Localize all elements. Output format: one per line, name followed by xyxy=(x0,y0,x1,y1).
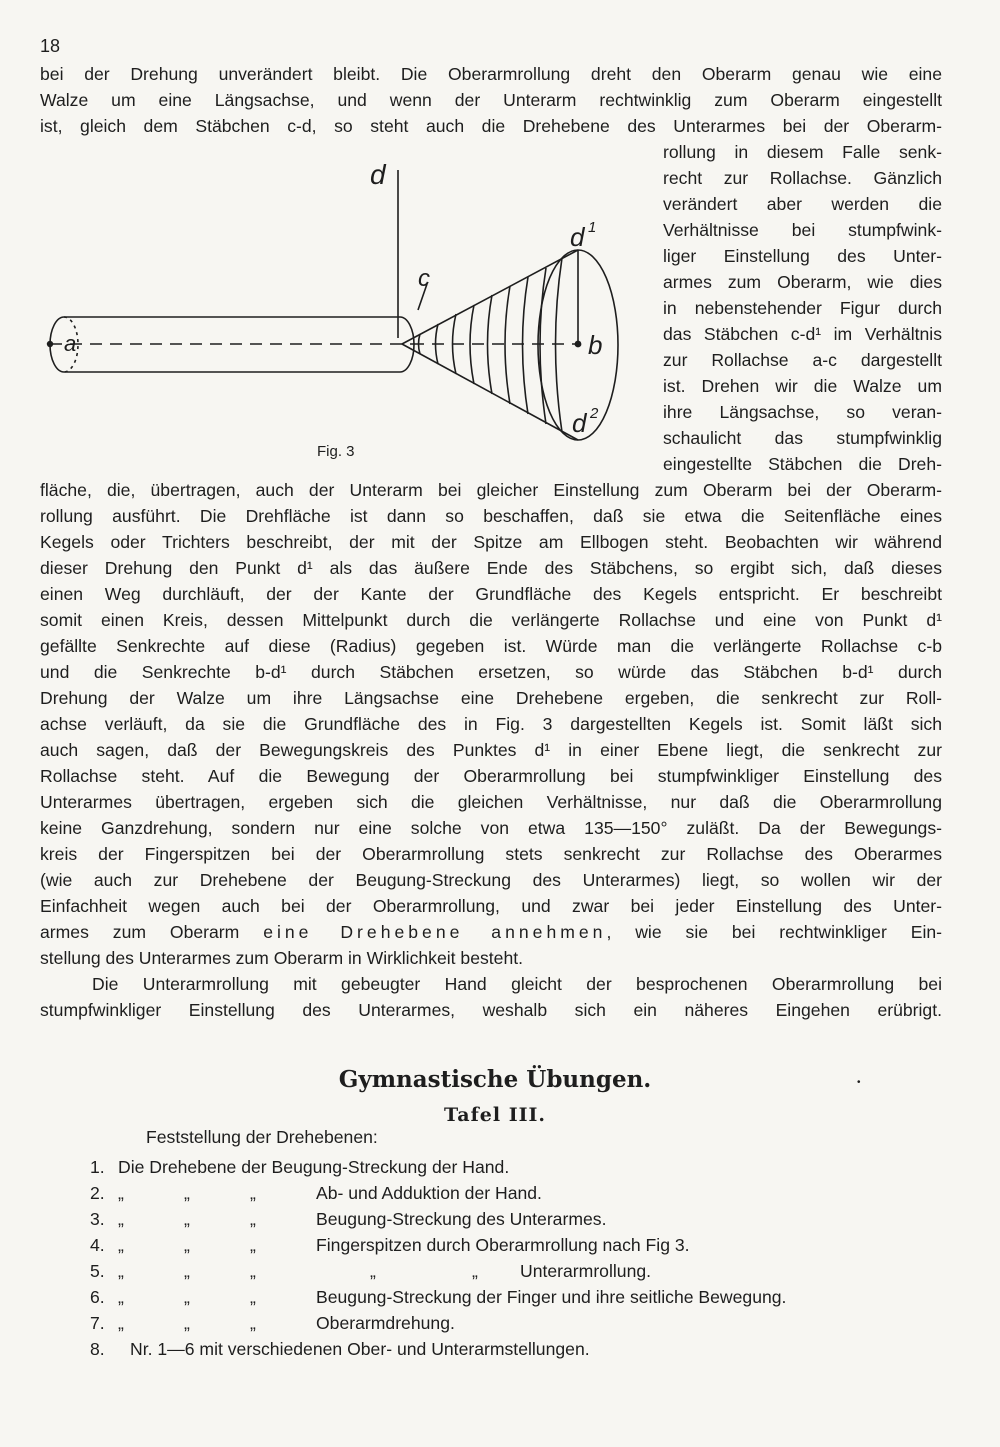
label-a: a xyxy=(64,331,77,356)
text-line: Verhältnisse bei stumpfwink- xyxy=(663,220,942,240)
text-line: Unterarmes übertragen, ergeben sich die gleichen Verhältnisse, nur daß die Oberarmrollung xyxy=(40,792,942,812)
ditto-mark: „ xyxy=(184,1287,190,1307)
text-line: Kegels oder Trichters beschreibt, der mit der Spitze am Ellbogen steht. Beobachten wir während xyxy=(40,532,942,552)
list-number: 2. xyxy=(90,1183,105,1203)
list-number: 3. xyxy=(90,1209,105,1229)
label-d1-sup: 1 xyxy=(588,219,597,236)
text-line: zur Rollachse a-c dargestellt xyxy=(663,350,942,370)
ditto-mark: „ xyxy=(118,1235,124,1255)
text-line: armes zum Oberarm eine Drehebene annehmen, wie sie bei rechtwinkliger Ein- xyxy=(40,922,942,942)
list-item xyxy=(90,1155,509,1179)
text-line: stumpfwinkliger Einstellung des Unterarmes, weshalb sich ein näheres Eingehen erübrigt. xyxy=(40,1000,942,1020)
text-line: keine Ganzdrehung, sondern nur eine solche von etwa 135—150° zuläßt. Da der Bewegungs- xyxy=(40,818,942,838)
list-number: 5. xyxy=(90,1261,105,1281)
text-line: achse verläuft, da sie die Grundfläche des in Fig. 3 dargestellten Kegels ist. Somit läßt sich xyxy=(40,714,942,734)
speck: • xyxy=(857,1077,861,1088)
list-item xyxy=(90,1207,606,1231)
axis-point-a xyxy=(47,341,53,347)
list-text: Fingerspitzen durch Oberarmrollung nach Fig 3. xyxy=(316,1235,690,1255)
text-line: in nebenstehender Figur durch xyxy=(663,298,942,318)
list-number: 6. xyxy=(90,1287,105,1307)
ditto-mark: „ xyxy=(250,1235,256,1255)
text-line: kreis der Fingerspitzen bei der Oberarmrollung stets senkrecht zur Rollachse des Oberarmes xyxy=(40,844,942,864)
text-line: schaulicht das stumpfwinklig xyxy=(663,428,942,448)
text-line: eingestellte Stäbchen die Dreh- xyxy=(663,454,942,474)
list-text: Oberarmdrehung. xyxy=(316,1313,455,1333)
list-item xyxy=(90,1285,786,1309)
figure-caption: Fig. 3 xyxy=(317,443,355,460)
ditto-mark: „ xyxy=(184,1209,190,1229)
list-item xyxy=(90,1233,690,1257)
text-line: bei der Drehung unverändert bleibt. Die Oberarmrollung dreht den Oberarm genau wie eine xyxy=(40,64,942,84)
text-line: somit einen Kreis, dessen Mittelpunkt durch die verlängerte Rollachse und eine von Punkt d¹ xyxy=(40,610,942,630)
text-line: rollung in diesem Falle senk- xyxy=(663,142,942,162)
label-d2: d xyxy=(572,408,587,438)
list-text: Ab- und Adduktion der Hand. xyxy=(316,1183,542,1203)
center-point-b xyxy=(575,341,582,348)
list-text: Die Drehebene der Beugung-Streckung der Hand. xyxy=(118,1157,510,1177)
list-text: Unterarmrollung. xyxy=(520,1261,652,1281)
list-intro: Feststellung der Drehebenen: xyxy=(146,1127,378,1147)
ditto-mark: „ xyxy=(250,1183,256,1203)
label-c: c xyxy=(418,265,430,292)
ditto-mark: „ xyxy=(118,1183,124,1203)
text-line: (wie auch zur Drehebene der Beugung-Streckung des Unterarmes) liegt, so wollen wir der xyxy=(40,870,942,890)
page-number: 18 xyxy=(40,36,61,56)
ditto-mark: „ xyxy=(370,1261,376,1281)
text-line: ist. Drehen wir die Walze um xyxy=(663,376,942,396)
ditto-mark: „ xyxy=(250,1313,256,1333)
text-line: liger Einstellung des Unter- xyxy=(663,246,942,266)
text-line: Rollachse steht. Auf die Bewegung der Oberarmrollung bei stumpfwinkliger Einstellung des xyxy=(40,766,942,786)
ditto-mark: „ xyxy=(118,1261,124,1281)
list-item xyxy=(90,1181,542,1205)
text-line: Drehung der Walze um ihre Längsachse eine Drehebene ergeben, die senkrecht zur Roll- xyxy=(40,688,942,708)
text-line: und die Senkrechte b-d¹ durch Stäbchen ersetzen, so würde das Stäbchen b-d¹ durch xyxy=(40,662,942,682)
text-line: stellung des Unterarmes zum Oberarm in Wirklichkeit besteht. xyxy=(40,948,524,968)
list-number: 8. xyxy=(90,1339,105,1359)
label-d2-sup: 2 xyxy=(590,405,599,422)
ditto-mark: „ xyxy=(184,1261,190,1281)
text-line: verändert aber werden die xyxy=(663,194,942,214)
list-text: Beugung-Streckung des Unterarmes. xyxy=(316,1209,607,1229)
list-number: 7. xyxy=(90,1313,105,1333)
text-line: dieser Drehung den Punkt d¹ als das äußere Ende des Stäbchens, so ergibt sich, daß dieses xyxy=(40,558,942,578)
text-line: rollung ausführt. Die Drehfläche ist dann so beschaffen, daß sie etwa die Seitenfläche eines xyxy=(40,506,942,526)
label-d: d xyxy=(370,159,386,190)
text-line: armes zum Oberarm, wie dies xyxy=(663,272,942,292)
text-line: gefällte Senkrechte auf diese (Radius) gegeben ist. Würde man die verlängerte Rollachse c-b xyxy=(40,636,942,656)
list-item xyxy=(90,1259,651,1283)
list-text: Beugung-Streckung der Finger und ihre seitliche Bewegung. xyxy=(316,1287,787,1307)
figure-3-diagram xyxy=(40,158,650,480)
text-line: Walze um eine Längsachse, und wenn der Unterarm rechtwinklig zum Oberarm eingestellt xyxy=(40,90,942,110)
ditto-mark: „ xyxy=(184,1313,190,1333)
ditto-mark: „ xyxy=(184,1183,190,1203)
text-line: das Stäbchen c-d¹ im Verhältnis xyxy=(663,324,942,344)
label-d1: d xyxy=(570,222,585,252)
ditto-mark: „ xyxy=(250,1261,256,1281)
text-line: Einfachheit wegen auch bei der Oberarmrollung, und zwar bei jeder Einstellung des Unter- xyxy=(40,896,942,916)
section-title: Gymnastische Übungen. xyxy=(338,1066,652,1093)
ditto-mark: „ xyxy=(118,1209,124,1229)
ditto-mark: „ xyxy=(250,1209,256,1229)
ditto-mark: „ xyxy=(118,1287,124,1307)
spaced-emphasis: eine Drehebene annehmen xyxy=(263,922,607,942)
list-text: Nr. 1—6 mit verschiedenen Ober- und Unterarmstellungen. xyxy=(130,1339,590,1359)
text-line: recht zur Rollachse. Gänzlich xyxy=(663,168,942,188)
list-item xyxy=(90,1311,455,1335)
text-line: einen Weg durchläuft, der der Kante der Grundfläche des Kegels entspricht. Er beschreibt xyxy=(40,584,942,604)
text-line: ist, gleich dem Stäbchen c-d, so steht auch die Drehebene des Unterarmes bei der Oberarm- xyxy=(40,116,942,136)
text-line: Die Unterarmrollung mit gebeugter Hand gleicht der besprochenen Oberarmrollung bei xyxy=(92,974,942,994)
list-item xyxy=(90,1337,590,1361)
label-b: b xyxy=(588,330,603,360)
ditto-mark: „ xyxy=(118,1313,124,1333)
text-line: auch sagen, daß der Bewegungskreis des Punktes d¹ in einer Ebene liegt, die senkrecht zur xyxy=(40,740,942,760)
ditto-mark: „ xyxy=(472,1261,478,1281)
list-number: 4. xyxy=(90,1235,105,1255)
text-line: ihre Längsachse, so veran- xyxy=(663,402,942,422)
ditto-mark: „ xyxy=(184,1235,190,1255)
list-number: 1. xyxy=(90,1157,105,1177)
ditto-mark: „ xyxy=(250,1287,256,1307)
section-subtitle: Tafel III. xyxy=(443,1104,546,1126)
text-line: fläche, die, übertragen, auch der Unterarm bei gleicher Einstellung zum Oberarm bei der Oberarm- xyxy=(40,480,942,500)
